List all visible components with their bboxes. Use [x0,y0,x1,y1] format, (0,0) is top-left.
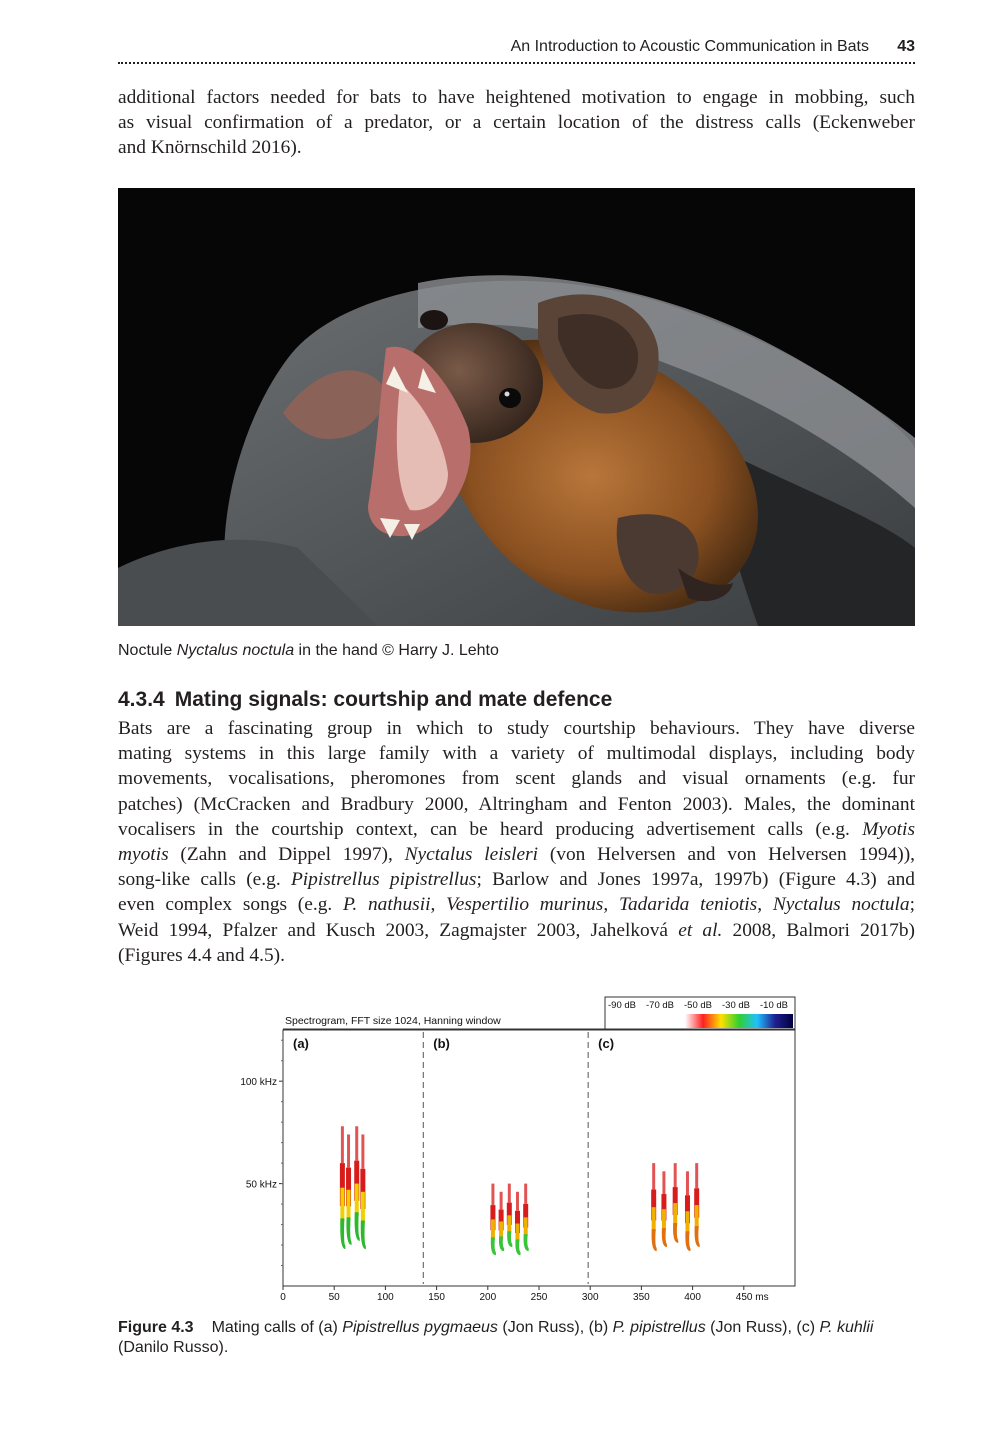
spectrogram-chart [230,995,810,1305]
x-tick-label: 250 [530,1292,548,1303]
x-tick-label: 50 [328,1292,340,1303]
caption-species: P. kuhlii [819,1319,874,1336]
caption-text: (Jon Russ), (c) [705,1319,820,1336]
bat-photo [118,188,915,626]
section-number: 4.3.4 [118,688,165,711]
species-name: P. nathusii [343,894,431,916]
call-core [652,1207,656,1231]
call-upper [686,1171,689,1195]
call-upper [516,1192,519,1211]
colorbar-label: -10 dB [760,1000,788,1011]
y-tick-label: 50 kHz [245,1179,277,1191]
text-run: (von Helversen and von Helversen 1994)), [538,844,916,866]
call-core [347,1190,351,1220]
section-heading [118,688,612,712]
text-line [118,892,915,917]
figure-caption [118,1318,915,1358]
section-title: Mating signals: courtship and mate defence [174,688,613,711]
caption-text: Mating calls of (a) [211,1319,343,1336]
text-run: vocalisers in the courtship context, can be heard producing advertisement calls (e.g. [118,818,863,840]
spectrogram-figure [230,995,810,1305]
x-tick-label: 350 [633,1292,650,1303]
body-paragraph [118,716,915,968]
species-name: Vespertilio murinus [446,894,604,916]
page-number: 43 [897,38,915,55]
text-line [118,766,915,791]
call-upper [500,1192,503,1210]
text-run: song-like calls (e.g. [118,869,291,891]
species-name: Nyctalus noctula [772,894,910,916]
photo-caption [118,642,499,660]
call-upper [355,1126,358,1160]
text-run: (Figures 4.4 and 4.5). [118,944,285,966]
caption-text: (Jon Russ), (b) [497,1319,613,1336]
colorbar-label: -50 dB [684,1000,712,1011]
colorbar-gradient [685,1014,793,1028]
text-line [118,792,915,817]
text-line [118,943,915,968]
text-line [118,741,915,766]
bat-photo-illustration [118,188,915,626]
text-run: , [603,894,619,916]
text-run: even complex songs (e.g. [118,894,344,916]
text-line [118,867,915,892]
x-tick-label: 150 [428,1292,445,1303]
call-core [515,1224,519,1241]
text-run: patches) (McCracken and Bradbury 2000, Altringham and Fenton 2003). Males, the dominant [118,793,915,815]
call-core [695,1205,699,1228]
running-head [118,38,915,62]
text-run: movements, vocalisations, pheromones from scent glands and visual ornaments (e.g. fur [118,768,915,790]
x-tick-label: 0 [280,1292,286,1303]
call-upper [674,1163,677,1187]
text-run: 2008, Balmori 2017b) [722,919,916,941]
text-line: as visual confirmation of a predator, or a certain location of the distress calls (Eckenweber [118,112,915,134]
text-line [118,918,915,943]
call-upper [508,1184,511,1203]
y-tick-label: 100 kHz [240,1077,277,1089]
call-core [685,1211,689,1233]
call-core [361,1192,365,1224]
text-line [118,716,915,741]
call-core [662,1209,666,1230]
call-upper [361,1134,364,1168]
species-name: Myotis [862,818,915,840]
call-core [340,1188,344,1222]
call-core [355,1184,359,1216]
plot-frame [283,1030,795,1286]
text-line: and Knörnschild 2016). [118,137,302,159]
text-run: , [430,894,447,916]
intro-paragraph [118,85,915,161]
call-core [491,1219,495,1239]
x-tick-label: 400 [684,1292,701,1303]
species-name: Nyctalus leisleri [404,844,539,866]
species-name: Pipistrellus pipistrellus [290,869,477,891]
call-upper [524,1184,527,1204]
text-run: ; [909,894,915,916]
caption-text: (Danilo Russo). [118,1339,229,1356]
x-tick-label: 450 ms [735,1292,769,1303]
call-core [673,1203,677,1225]
text-run: Weid 1994, Pfalzer and Kusch 2003, Zagmajster 2003, Jahelková [118,919,679,941]
text-line: additional factors needed for bats to have heightened motivation to engage in mobbing, such [118,87,915,108]
text-run: Bats are a fascinating group in which to study courtship behaviours. They have diverse [118,718,915,739]
caption-species: Nyctalus noctula [176,642,295,659]
call-upper [662,1171,665,1194]
text-run: ; Barlow and Jones 1997a, 1997b) (Figure 4.3) and [476,869,916,891]
call-core [499,1221,503,1237]
call-core [507,1215,511,1232]
species-name: myotis [118,844,169,866]
chart-title: Spectrogram, FFT size 1024, Hanning window [285,1015,501,1027]
text-run: mating systems in this large family with a variety of multimodal displays, including body [118,743,915,765]
caption-text: Noctule [118,642,177,659]
panel-label: (a) [293,1036,309,1051]
x-tick-label: 300 [581,1292,599,1303]
colorbar-label: -90 dB [608,1000,636,1011]
text-run: , [757,894,773,916]
panel-label: (c) [598,1036,615,1051]
dotted-rule [118,62,915,64]
x-tick-label: 200 [479,1292,497,1303]
text-line [118,817,915,842]
call-upper [347,1134,350,1167]
call-upper [695,1163,698,1188]
call-core [524,1217,528,1236]
text-run: (Zahn and Dippel 1997), [168,844,405,866]
panel-label: (b) [433,1036,450,1051]
call-upper [491,1184,494,1206]
text-line [118,842,915,867]
colorbar-label: -70 dB [646,1000,674,1011]
caption-text: in the hand © Harry J. Lehto [294,642,499,659]
running-head-title: An Introduction to Acoustic Communication in Bats [510,38,869,55]
figure-label: Figure 4.3 [118,1319,194,1336]
x-tick-label: 100 [377,1292,394,1303]
caption-species: P. pipistrellus [612,1319,706,1336]
colorbar-label: -30 dB [722,1000,750,1011]
call-upper [341,1126,344,1163]
et-al: et al. [678,919,723,941]
species-name: Tadarida teniotis [618,894,758,916]
call-upper [652,1163,655,1189]
caption-species: Pipistrellus pygmaeus [342,1319,498,1336]
